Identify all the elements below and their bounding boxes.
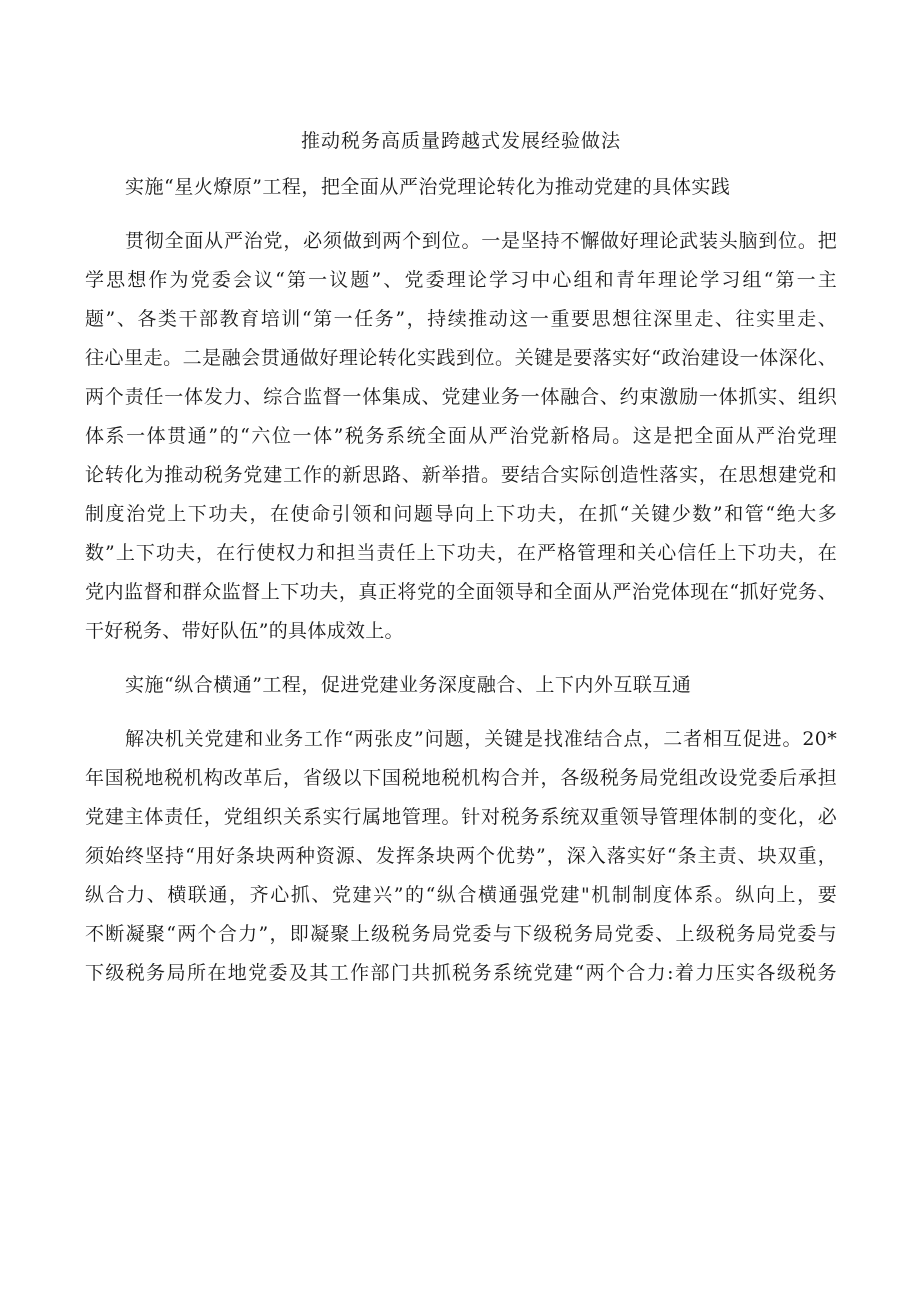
text-line: 体系一体贯通”的“六位一体”税务系统全面从严治党新格局。这是把全面从严治党理 <box>85 425 837 447</box>
text-line: 两个责任一体发力、综合监督一体集成、党建业务一体融合、约束激励一体抓实、组织 <box>85 386 837 408</box>
text-line: 题”、各类干部教育培训“第一任务”，持续推动这一重要思想往深里走、往实里走、 <box>85 308 837 330</box>
text-line: 纵合力、横联通，齐心抓、党建兴”的“纵合横通强党建"机制制度体系。纵向上，要 <box>85 884 837 906</box>
text-line: 党内监督和群众监督上下功夫，真正将党的全面领导和全面从严治党体现在“抓好党务、 <box>85 581 837 603</box>
text-line: 制度治党上下功夫，在使命引领和问题导向上下功夫，在抓“关键少数”和管“绝大多 <box>85 503 837 525</box>
text-line: 学思想作为党委会议“第一议题”、党委理论学习中心组和青年理论学习组“第一主 <box>85 269 837 291</box>
text-line: 贯彻全面从严治党，必须做到两个到位。一是坚持不懈做好理论武装头脑到位。把 <box>125 230 837 252</box>
text-line: 论转化为推动税务党建工作的新思路、新举措。要结合实际创造性落实，在思想建党和 <box>85 464 837 486</box>
text-line: 往心里走。二是融会贯通做好理论转化实践到位。关键是要落实好“政治建设一体深化、 <box>85 347 837 369</box>
section-heading-2: 实施“纵合横通”工程，促进党建业务深度融合、上下内外互联互通 <box>125 674 692 696</box>
text-line: 解决机关党建和业务工作“两张皮”问题，关键是找准结合点，二者相互促进。20* <box>125 728 837 750</box>
text-line: 年国税地税机构改革后，省级以下国税地税机构合并，各级税务局党组改设党委后承担 <box>85 767 837 789</box>
text-line: 数”上下功夫，在行使权力和担当责任上下功夫，在严格管理和关心信任上下功夫，在 <box>85 542 837 564</box>
text-line: 须始终坚持“用好条块两种资源、发挥条块两个优势”，深入落实好“条主责、块双重， <box>85 845 837 867</box>
document-title: 推动税务高质量跨越式发展经验做法 <box>300 130 621 152</box>
section-heading-1: 实施“星火燎原”工程，把全面从严治党理论转化为推动党建的具体实践 <box>125 176 731 198</box>
text-line: 下级税务局所在地党委及其工作部门共抓税务系统党建“两个合力:着力压实各级税务 <box>85 962 837 984</box>
text-line: 党建主体责任，党组织关系实行属地管理。针对税务系统双重领导管理体制的变化，必 <box>85 806 837 828</box>
section-body-2 <box>85 720 837 993</box>
text-line: 不断凝聚“两个合力”，即凝聚上级税务局党委与下级税务局党委、上级税务局党委与 <box>85 923 837 945</box>
document-page <box>85 126 837 1014</box>
section-body-1 <box>85 222 837 651</box>
text-line: 干好税务、带好队伍”的具体成效上。 <box>85 620 404 642</box>
